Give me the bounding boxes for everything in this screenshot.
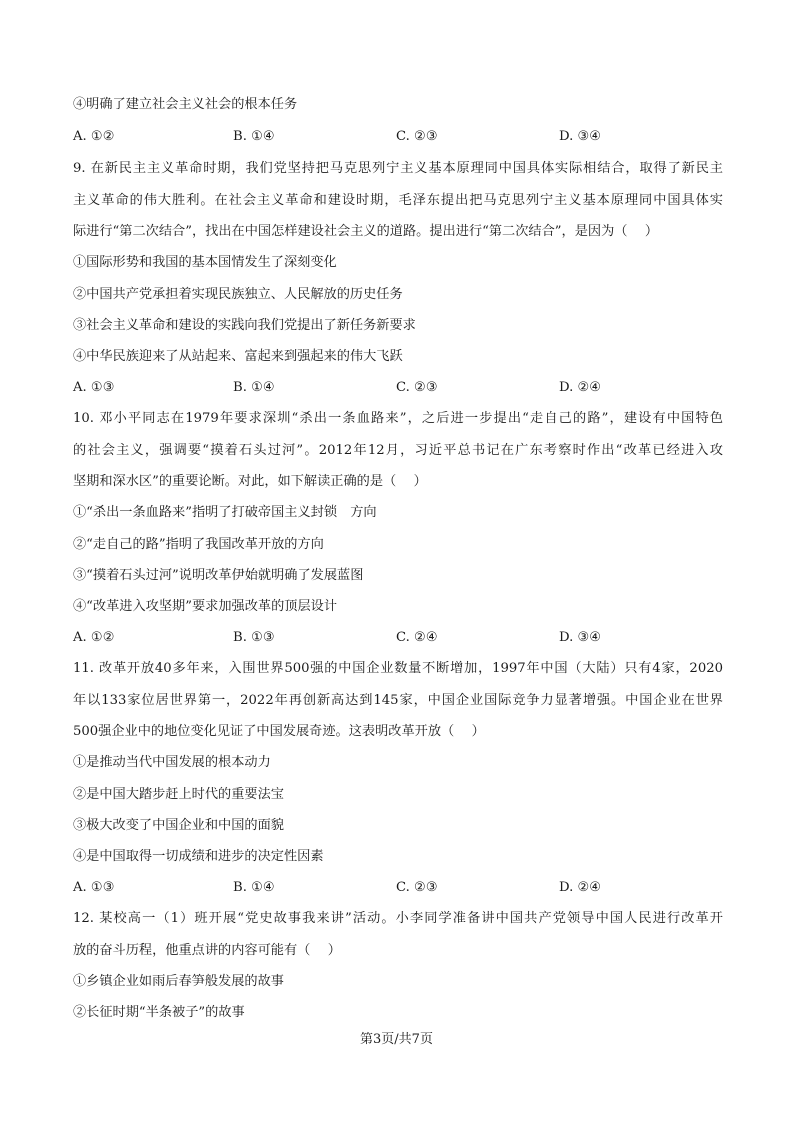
question-10-stem-line-1: 10. 邓小平同志在1979年要求深圳“杀出一条血路来”，之后进一步提出“走自己的路”，建设有中国特色 [73, 411, 723, 426]
question-12-stem-line-1: 12. 某校高一（1）班开展“党史故事我来讲”活动。小李同学准备讲中国共产党领导中国人民进行改革开 [73, 911, 723, 926]
prev-question-options [73, 127, 723, 147]
question-11-item-3: ③极大改变了中国企业和中国的面貌 [73, 818, 284, 833]
option-b: B. ①④ [233, 380, 275, 395]
question-12-item-2: ②长征时期“半条被子”的故事 [73, 1005, 245, 1020]
question-11-item-4: ④是中国取得一切成绩和进步的决定性因素 [73, 849, 324, 864]
question-12-stem-line-2: 放的奋斗历程，他重点讲的内容可能有（ ） [73, 943, 341, 958]
option-d: D. ②④ [559, 380, 602, 395]
option-c: C. ②④ [396, 630, 438, 645]
question-9-stem-line-3: 际进行“第二次结合”，找出在中国怎样建设社会主义的道路。提出进行“第二次结合”，是因为（ ） [73, 224, 659, 239]
question-11-item-1: ①是推动当代中国发展的根本动力 [73, 755, 271, 770]
option-d: D. ②④ [559, 880, 602, 895]
question-11-item-2: ②是中国大踏步赶上时代的重要法宝 [73, 787, 284, 802]
question-11-stem-line-3: 500强企业中的地位变化见证了中国发展奇迹。这表明改革开放（ ） [73, 724, 485, 739]
question-11-options [73, 878, 723, 898]
page-footer: 第3页/共7页 [360, 1032, 433, 1047]
question-10-stem-line-3: 坚期和深水区”的重要论断。对此，如下解读正确的是（ ） [73, 474, 427, 489]
option-a: A. ①③ [73, 880, 115, 895]
question-9-item-2: ②中国共产党承担着实现民族独立、人民解放的历史任务 [73, 287, 403, 302]
option-a: A. ①② [73, 630, 115, 645]
question-10-item-4: ④“改革进入攻坚期”要求加强改革的顶层设计 [73, 599, 338, 614]
question-10-options [73, 628, 723, 648]
question-11-stem-line-1: 11. 改革开放40多年来，入围世界500强的中国企业数量不断增加，1997年中国（大陆）只有4家，2020 [73, 661, 723, 676]
option-a: A. ①② [73, 129, 115, 144]
option-c: C. ②③ [396, 380, 438, 395]
option-d: D. ③④ [559, 129, 602, 144]
question-9-options [73, 378, 723, 398]
question-12-item-1: ①乡镇企业如雨后春笋般发展的故事 [73, 974, 284, 989]
question-11-stem-line-2: 年以133家位居世界第一，2022年再创新高达到145家，中国企业国际竞争力显著增强。中国企业在世界 [73, 693, 723, 708]
question-10-item-2: ②“走自己的路”指明了我国改革开放的方向 [73, 537, 324, 552]
option-a: A. ①③ [73, 380, 115, 395]
option-b: B. ①④ [233, 880, 275, 895]
question-9-item-1: ①国际形势和我国的基本国情发生了深刻变化 [73, 255, 337, 270]
option-d: D. ③④ [559, 630, 602, 645]
option-c: C. ②③ [396, 880, 438, 895]
option-b: B. ①③ [233, 630, 275, 645]
option-b: B. ①④ [233, 129, 275, 144]
question-9-item-4: ④中华民族迎来了从站起来、富起来到强起来的伟大飞跃 [73, 349, 403, 364]
question-10-item-1: ①“杀出一条血路来”指明了打破帝国主义封锁 方向 [73, 505, 377, 520]
prev-question-item-4: ④明确了建立社会主义社会的根本任务 [73, 97, 298, 112]
option-c: C. ②③ [396, 129, 438, 144]
question-9-stem-line-1: 9. 在新民主主义革命时期，我们党坚持把马克思列宁主义基本原理同中国具体实际相结合，取得了新民主 [73, 161, 723, 176]
question-9-item-3: ③社会主义革命和建设的实践向我们党提出了新任务新要求 [73, 318, 416, 333]
question-9-stem-line-2: 主义革命的伟大胜利。在社会主义革命和建设时期，毛泽东提出把马克思列宁主义基本原理同中国具体实 [73, 193, 723, 208]
question-10-stem-line-2: 的社会主义，强调要“摸着石头过河”。2012年12月，习近平总书记在广东考察时作出“改革已经进入攻 [73, 443, 723, 458]
question-10-item-3: ③“摸着石头过河”说明改革伊始就明确了发展蓝图 [73, 568, 364, 583]
